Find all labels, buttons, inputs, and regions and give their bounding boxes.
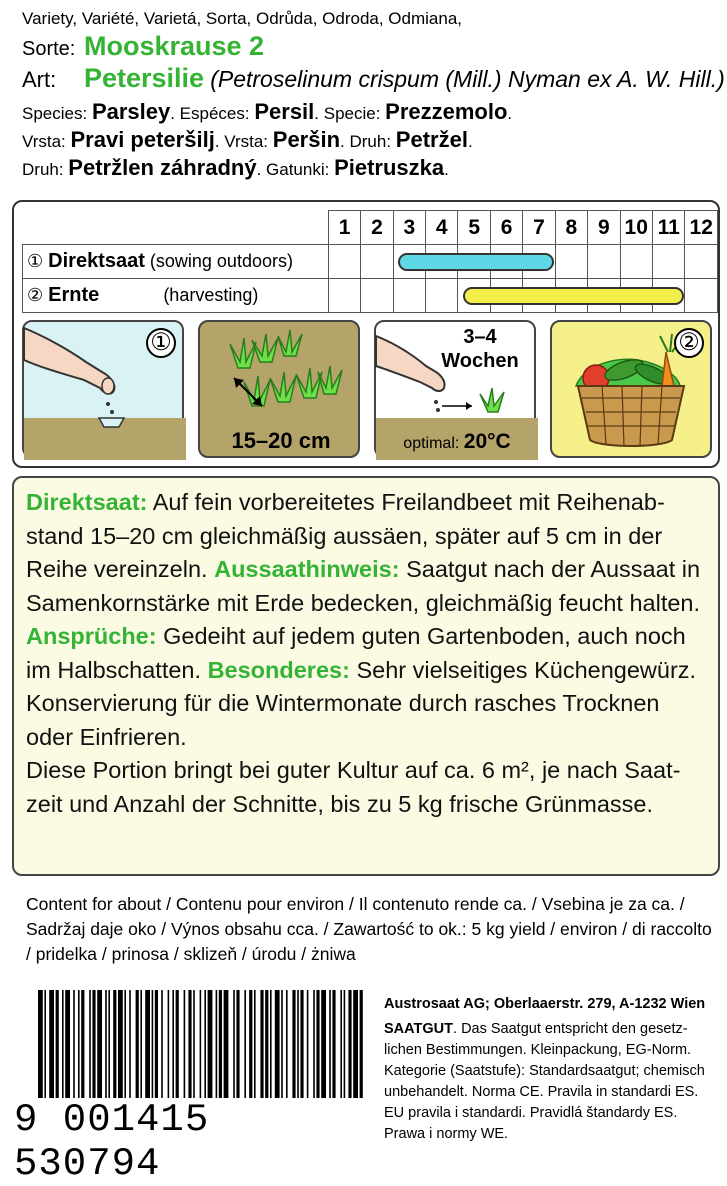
month-header: 1 [328, 211, 360, 245]
sowing-calendar-panel [12, 200, 720, 468]
calendar-row-sowing [23, 245, 718, 279]
month-header: 8 [555, 211, 587, 245]
germination-weeks: 3–4 [463, 326, 497, 348]
besonderes-text: Sehr vielseitiges Küchengewürz. Konservierung für die Wintermonate durch rasches Trocknen oder Einfrieren. [26, 656, 697, 750]
month-header: 7 [523, 211, 555, 245]
row-spacing-label: 15–20 cm [231, 428, 331, 453]
tile-sowing [22, 320, 184, 458]
variety-line: Variety, Variété, Varietá, Sorta, Odrůda, Odroda, Odmiana, [22, 9, 463, 28]
ansprueche-text: Gedeiht auf jedem guten Gartenboden, auch noch im Halbschatten. [26, 623, 686, 683]
aussaathinweis-heading: Aussaathinweis: [214, 556, 400, 582]
content-yield-note: Content for about / Contenu pour environ / Il contenuto rende ca. / Vsebina je za ca. / Sadržaj daje oko / Výnos obsahu cca. / Zawartość to ok.: 5 kg yield / environ / di raccolto / pridelka / prinosa / sklizeň / úrodu / żniwa [26, 894, 712, 964]
sorte-line [22, 32, 722, 63]
species-line-2: Vrsta: Pravi peteršilj. Vrsta: Peršin. Druh: Petržel. [22, 127, 473, 152]
month-header: 4 [426, 211, 458, 245]
legal-text [384, 1019, 720, 1145]
tile-germination [374, 320, 536, 458]
optimal-label: optimal: [403, 435, 460, 452]
row-note-sowing: (sowing outdoors) [149, 251, 293, 271]
month-header: 9 [588, 211, 620, 245]
legal-body: . Das Saatgut entspricht den gesetzlichen Bestimmungen. Kleinpackung, EG-Norm. Kategorie (Saatstufe): Standardsaatgut; chemisch unbehandelt. Norma CE. Pravila in standardi ES. EU pravila i standardi. Pravidlá štandardy ES. Prawa i normy WE. [384, 1021, 705, 1142]
sowing-period-bar [398, 253, 554, 271]
row-number-2: ② [27, 285, 44, 305]
row-number-1: ① [27, 251, 44, 271]
direktsaat-text: Auf fein vorbereitetes Freilandbeet mit Reihenabstand 15–20 cm gleichmäßig aussäen, später auf 5 cm in der Reihe vereinzeln. [26, 489, 665, 582]
tile-row-spacing [198, 320, 360, 458]
row-label-sowing [23, 245, 329, 279]
month-header: 10 [620, 211, 652, 245]
row-note-harvest: (harvesting) [163, 285, 259, 305]
art-label: Art: [22, 67, 57, 92]
row-title-harvest: Ernte [48, 284, 100, 306]
month-header: 12 [685, 211, 718, 245]
species-line-3: Druh: Petržlen záhradný. Gatunki: Pietruszka. [22, 155, 449, 180]
species-names [22, 99, 722, 183]
art-line [22, 63, 725, 95]
direktsaat-heading: Direktsaat: [26, 489, 148, 515]
species-line-1: Species: Parsley. Espéces: Persil. Specie: Prezzemolo. [22, 99, 513, 124]
optimal-value: 20°C [463, 430, 511, 453]
instructions-text [26, 486, 708, 754]
cultivation-instructions [12, 476, 720, 876]
optimal-temperature [376, 430, 538, 454]
sorte-label: Sorte: [22, 38, 76, 60]
header [22, 8, 725, 183]
calendar-month-row [23, 211, 718, 245]
germination-unit: Wochen [441, 350, 519, 372]
row-label-harvest [23, 279, 329, 313]
tile-harvest [550, 320, 712, 458]
row-title-sowing: Direktsaat [48, 250, 145, 272]
step-number-1: ① [146, 328, 176, 358]
month-header: 11 [652, 211, 684, 245]
barcode-number: 9 001415 530794 [14, 1098, 366, 1186]
company-address: Austrosaat AG; Oberlaaerstr. 279, A-1232 Wien [384, 996, 706, 1012]
harvest-period-bar [463, 287, 684, 305]
sorte-value: Mooskrause 2 [84, 31, 265, 61]
legal-lead: SAATGUT [384, 1021, 454, 1037]
art-value: Petersilie [84, 63, 205, 93]
ansprueche-heading: Ansprüche: [26, 623, 157, 649]
step-number-2: ② [674, 328, 704, 358]
month-header: 2 [361, 211, 393, 245]
aussaathinweis-text: Saatgut nach der Aussaat in Samenkornstärke mit Erde bedecken, gleichmäßig feucht halten. [26, 556, 701, 616]
month-header: 3 [393, 211, 425, 245]
month-header: 5 [458, 211, 490, 245]
art-latin: (Petroselinum crispum (Mill.) Nyman ex A. W. Hill.) [210, 66, 725, 92]
legal-info [384, 994, 720, 1145]
month-header: 6 [490, 211, 522, 245]
besonderes-heading: Besonderes: [207, 656, 350, 683]
yield-text: Diese Portion bringt bei guter Kultur auf ca. 6 m², je nach Saatzeit und Anzahl der Schnitte, bis zu 5 kg frische Grünmasse. [26, 757, 681, 817]
